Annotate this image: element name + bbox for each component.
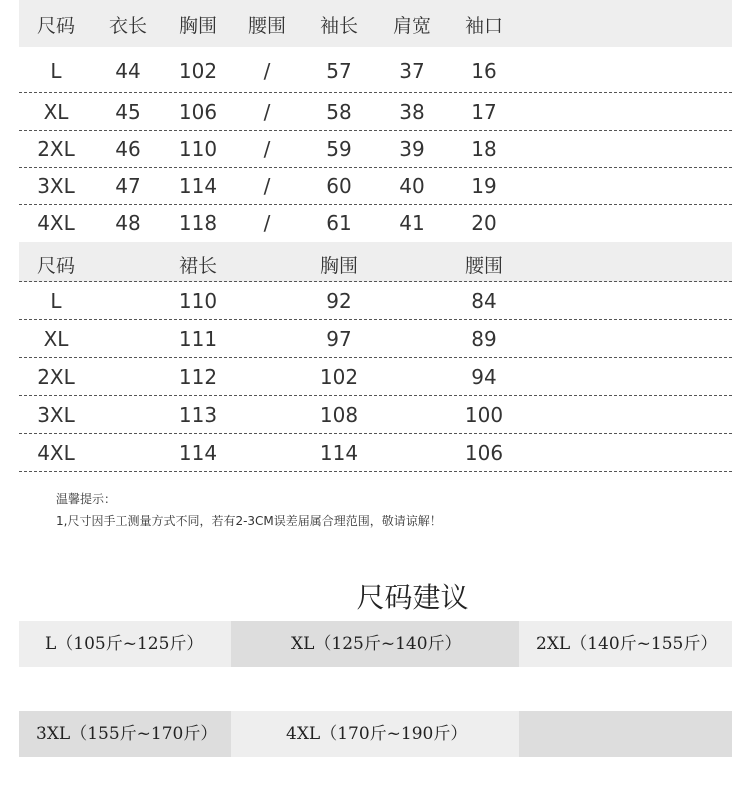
- table-row: [19, 205, 732, 242]
- header-chest: 胸围: [319, 255, 359, 277]
- value-cell: 44: [115, 59, 141, 83]
- size-cell: 2XL: [37, 365, 75, 389]
- header-waist: 腰围: [464, 255, 504, 277]
- value-cell: 20: [471, 211, 497, 235]
- size-cell: XL: [43, 327, 69, 351]
- notes: [56, 488, 442, 532]
- value-cell: 19: [471, 174, 497, 198]
- table-row: [19, 168, 732, 205]
- value-cell: 59: [326, 137, 352, 161]
- header-cuff: 袖口: [464, 15, 504, 37]
- value-cell: 57: [326, 59, 352, 83]
- table-row: [19, 47, 732, 93]
- value-cell: 92: [326, 289, 352, 313]
- value-cell: 112: [178, 365, 218, 389]
- size-advice-title: 尺码建议: [356, 581, 469, 614]
- size-cell: 3XL: [37, 174, 75, 198]
- value-cell: 17: [471, 100, 497, 124]
- value-cell: 89: [471, 327, 497, 351]
- size-cell: L: [50, 289, 62, 313]
- value-cell: /: [263, 211, 271, 235]
- notes-title: 温馨提示：: [56, 492, 117, 506]
- bottom-size-table: [19, 242, 732, 472]
- value-cell: 111: [178, 327, 218, 351]
- table-row: [19, 93, 732, 131]
- value-cell: 118: [178, 211, 218, 235]
- header-shoulder: 肩宽: [392, 15, 432, 37]
- value-cell: /: [263, 59, 271, 83]
- table-row: [19, 131, 732, 168]
- value-cell: 114: [178, 174, 218, 198]
- value-cell: 39: [399, 137, 425, 161]
- header-size: 尺码: [36, 255, 76, 277]
- value-cell: 16: [471, 59, 497, 83]
- value-cell: /: [263, 174, 271, 198]
- size-advice-item: 2XL（140斤~155斤）: [519, 621, 732, 667]
- size-advice-item: 3XL（155斤~170斤）: [19, 711, 231, 757]
- value-cell: 38: [399, 100, 425, 124]
- table-row: [19, 320, 732, 358]
- value-cell: 106: [178, 100, 218, 124]
- header-size: 尺码: [36, 15, 76, 37]
- value-cell: 102: [178, 59, 218, 83]
- header-waist: 腰围: [247, 15, 287, 37]
- value-cell: 37: [399, 59, 425, 83]
- value-cell: 97: [326, 327, 352, 351]
- top-table-header: [19, 0, 732, 47]
- value-cell: 60: [326, 174, 352, 198]
- value-cell: 41: [399, 211, 425, 235]
- value-cell: 61: [326, 211, 352, 235]
- value-cell: 84: [471, 289, 497, 313]
- value-cell: 47: [115, 174, 141, 198]
- value-cell: /: [263, 100, 271, 124]
- value-cell: 100: [464, 403, 504, 427]
- header-chest: 胸围: [178, 15, 218, 37]
- value-cell: 48: [115, 211, 141, 235]
- size-cell: 4XL: [37, 441, 75, 465]
- value-cell: 102: [319, 365, 359, 389]
- bottom-table-header: [19, 242, 732, 282]
- header-skirt-length: 裙长: [178, 255, 218, 277]
- size-cell: XL: [43, 100, 69, 124]
- size-advice-item: XL（125斤~140斤）: [231, 621, 519, 667]
- size-advice-item: [519, 711, 732, 757]
- table-row: [19, 358, 732, 396]
- value-cell: 108: [319, 403, 359, 427]
- value-cell: 46: [115, 137, 141, 161]
- size-cell: 4XL: [37, 211, 75, 235]
- value-cell: 45: [115, 100, 141, 124]
- size-advice-item: L（105斤~125斤）: [19, 621, 231, 667]
- value-cell: 58: [326, 100, 352, 124]
- size-cell: L: [50, 59, 62, 83]
- value-cell: 114: [319, 441, 359, 465]
- size-cell: 2XL: [37, 137, 75, 161]
- value-cell: 40: [399, 174, 425, 198]
- value-cell: 18: [471, 137, 497, 161]
- top-size-table: [19, 0, 732, 242]
- value-cell: 114: [178, 441, 218, 465]
- header-sleeve-length: 袖长: [319, 15, 359, 37]
- value-cell: 113: [178, 403, 218, 427]
- value-cell: /: [263, 137, 271, 161]
- notes-line: 1,尺寸因手工测量方式不同，若有2-3CM误差届属合理范围，敬请谅解！: [56, 514, 442, 528]
- value-cell: 110: [178, 289, 218, 313]
- header-length: 衣长: [108, 15, 148, 37]
- table-row: [19, 434, 732, 472]
- size-advice-item: 4XL（170斤~190斤）: [231, 711, 519, 757]
- value-cell: 106: [464, 441, 504, 465]
- table-row: [19, 282, 732, 320]
- value-cell: 94: [471, 365, 497, 389]
- value-cell: 110: [178, 137, 218, 161]
- table-row: [19, 396, 732, 434]
- size-cell: 3XL: [37, 403, 75, 427]
